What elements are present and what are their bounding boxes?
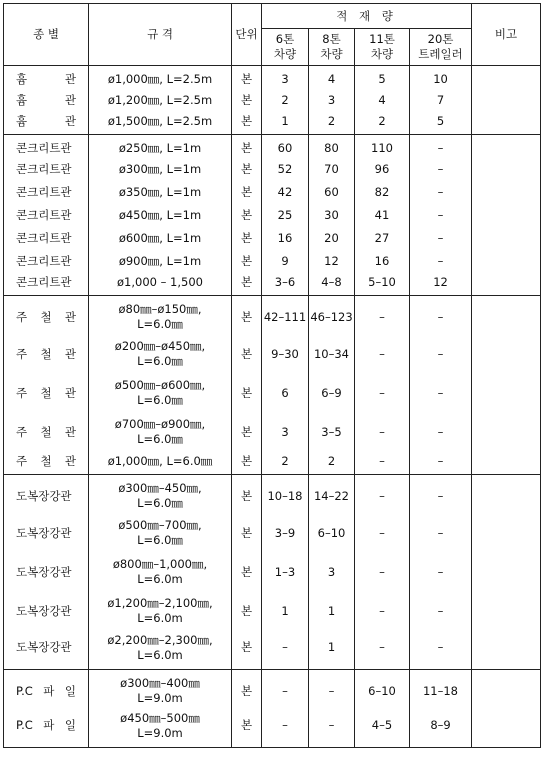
cell-qty-3: 82 [355,181,410,204]
cell-spec-line: ø80㎜–ø150㎜, [118,302,202,317]
cell-spec [89,89,232,112]
cell-note [472,413,541,452]
cell-qty-1: 2 [262,89,309,112]
table-body [4,66,541,748]
table-row [4,514,541,553]
cell-qty-4: – [410,204,472,227]
cell-qty-4: 12 [410,273,472,296]
cell-kind: 도복장강관 [4,553,89,592]
cell-spec [89,553,232,592]
cell-qty-1: 9 [262,250,309,273]
table-row [4,89,541,112]
cell-kind: 콘크리트관 [4,250,89,273]
cell-qty-1: 52 [262,158,309,181]
cell-qty-2: 4 [309,66,355,89]
cell-spec [89,670,232,709]
cell-spec [89,112,232,135]
cell-spec [89,204,232,227]
cell-spec-line: L=9.0m [137,725,183,740]
cell-note [472,204,541,227]
header-q1-line2: 차량 [273,47,297,61]
cell-qty-3: 110 [355,135,410,158]
header-q3-line1: 11톤 [369,32,395,46]
cell-qty-3: – [355,514,410,553]
cell-qty-4: – [410,296,472,335]
cell-spec-line: ø500㎜–700㎜, [118,518,202,532]
cell-qty-1: 1–3 [262,553,309,592]
cell-qty-3: – [355,475,410,514]
table-row [4,631,541,670]
cell-note [472,335,541,374]
cell-qty-4: 7 [410,89,472,112]
cell-qty-1: 1 [262,592,309,631]
cell-spec [89,273,232,296]
cell-note [472,135,541,158]
cell-unit: 본 [232,112,262,135]
cell-spec [89,374,232,413]
cell-note [472,112,541,135]
cell-spec [89,514,232,553]
cell-note [472,374,541,413]
cell-unit: 본 [232,475,262,514]
cell-kind: 도복장강관 [4,592,89,631]
cell-qty-3: – [355,631,410,670]
cell-spec-line: ø1,200㎜, L=2.5m [107,93,213,107]
cell-qty-2: 20 [309,227,355,250]
cell-qty-4: – [410,181,472,204]
cell-spec [89,181,232,204]
cell-qty-3: 5 [355,66,410,89]
cell-kind: 흄 관 [4,112,89,135]
cell-spec [89,296,232,335]
cell-note [472,475,541,514]
cell-kind: 콘크리트관 [4,181,89,204]
cell-unit: 본 [232,66,262,89]
cell-note [472,670,541,709]
cell-qty-4: – [410,475,472,514]
cell-unit: 본 [232,273,262,296]
cell-spec-line: L=6.0m [137,611,183,625]
cell-qty-3: 96 [355,158,410,181]
cell-qty-4: – [410,335,472,374]
cell-qty-1: 3–9 [262,514,309,553]
cell-note [472,273,541,296]
cell-qty-3: 27 [355,227,410,250]
cell-kind: 콘크리트관 [4,227,89,250]
cell-qty-4: – [410,135,472,158]
table-row [4,592,541,631]
cell-spec [89,631,232,670]
cell-unit: 본 [232,296,262,335]
cell-kind: P.C 파 일 [4,709,89,748]
table-row [4,112,541,135]
cell-spec [89,709,232,748]
cell-qty-4: – [410,158,472,181]
header-spec: 규 격 [89,4,232,66]
header-q2 [309,29,355,66]
header-unit: 단위 [232,4,262,66]
cell-spec-line: L=6.0㎜ [137,496,183,511]
table-row [4,335,541,374]
cell-kind: 주 철 관 [4,452,89,475]
cell-spec-line: ø450㎜, L=1m [118,208,202,222]
cell-qty-2: 14–22 [309,475,355,514]
cell-kind: 주 철 관 [4,335,89,374]
cell-spec-line: L=6.0m [137,647,183,662]
cell-qty-3: 2 [355,112,410,135]
cell-qty-2: 3 [309,553,355,592]
cell-qty-1: – [262,670,309,709]
cell-spec-line: ø700㎜–ø900㎜, [114,417,206,431]
cell-qty-4: 10 [410,66,472,89]
cell-qty-4: – [410,250,472,273]
cell-spec-line: ø600㎜, L=1m [118,231,202,245]
cell-kind: 도복장강관 [4,631,89,670]
cell-qty-2: 2 [309,452,355,475]
cell-qty-2: – [309,670,355,709]
cell-unit: 본 [232,227,262,250]
cell-qty-2: 30 [309,204,355,227]
cell-unit: 본 [232,452,262,475]
cell-qty-1: 9–30 [262,335,309,374]
cell-qty-3: – [355,374,410,413]
table-row [4,181,541,204]
cell-qty-4: – [410,413,472,452]
cell-spec-line: ø350㎜, L=1m [118,185,202,199]
table-row [4,66,541,89]
cell-qty-2: 6–9 [309,374,355,413]
cell-qty-3: 4 [355,89,410,112]
cell-spec [89,158,232,181]
table-row [4,204,541,227]
cell-note [472,66,541,89]
cell-unit: 본 [232,181,262,204]
cell-spec-line: ø800㎜–1,000㎜, [112,557,208,571]
cell-qty-4: – [410,452,472,475]
cell-kind: 주 철 관 [4,374,89,413]
cell-qty-2: 70 [309,158,355,181]
cell-spec [89,335,232,374]
header-q2-line2: 차량 [320,47,343,61]
cell-spec-line: ø500㎜–ø600㎜, [114,378,206,392]
cell-kind: 콘크리트관 [4,273,89,296]
cell-qty-3: 6–10 [355,670,410,709]
cell-kind: P.C 파 일 [4,670,89,709]
table-row [4,296,541,335]
table-row [4,413,541,452]
cell-kind: 도복장강관 [4,514,89,553]
cell-spec-line: L=6.0㎜ [137,354,183,368]
cell-unit: 본 [232,89,262,112]
cell-spec-line: ø300㎜, L=1m [118,162,202,176]
cell-spec-line: L=6.0㎜ [137,317,183,332]
cell-qty-3: 16 [355,250,410,273]
cell-unit: 본 [232,709,262,748]
cell-unit: 본 [232,250,262,273]
cell-qty-2: 60 [309,181,355,204]
cell-note [472,296,541,335]
cell-unit: 본 [232,413,262,452]
cell-qty-1: 42–111 [262,296,309,335]
header-load-capacity: 적 재 량 [262,4,472,29]
cell-qty-4: 11–18 [410,670,472,709]
cell-qty-3: 4–5 [355,709,410,748]
header-q4-line1: 20톤 [427,32,454,46]
table-row [4,135,541,158]
cell-qty-4: – [410,631,472,670]
cell-spec [89,413,232,452]
cell-unit: 본 [232,158,262,181]
cell-spec-line: ø300㎜–450㎜, [118,481,202,496]
cell-qty-4: – [410,227,472,250]
cell-qty-2: 2 [309,112,355,135]
cell-spec-line: ø1,000㎜, L=2.5m [107,72,213,87]
cell-spec [89,135,232,158]
cell-qty-4: – [410,553,472,592]
cell-qty-2: – [309,709,355,748]
cell-spec-line: L=6.0㎜ [137,432,183,446]
cell-note [472,553,541,592]
cell-unit: 본 [232,514,262,553]
cell-qty-1: 60 [262,135,309,158]
header-q3-line2: 차량 [370,47,394,61]
cell-qty-3: 41 [355,204,410,227]
cell-note [472,514,541,553]
cell-unit: 본 [232,670,262,709]
cell-kind: 콘크리트관 [4,158,89,181]
cell-spec-line: ø1,000 – 1,500 [117,274,203,289]
cell-kind: 주 철 관 [4,296,89,335]
cell-spec-line: L=6.0㎜ [137,393,183,407]
cell-kind: 도복장강관 [4,475,89,514]
cell-note [472,158,541,181]
cell-kind: 콘크리트관 [4,135,89,158]
cell-note [472,592,541,631]
pipe-load-capacity-table [3,3,541,748]
cell-spec-line: ø1,200㎜–2,100㎜, [107,596,213,610]
table-row [4,374,541,413]
cell-qty-1: 10–18 [262,475,309,514]
cell-spec-line: ø900㎜, L=1m [118,254,202,268]
cell-qty-1: 16 [262,227,309,250]
cell-spec [89,452,232,475]
cell-qty-3: – [355,335,410,374]
cell-spec-line: ø300㎜–400㎜ [120,676,200,691]
cell-spec-line: ø200㎜–ø450㎜, [114,339,206,353]
cell-qty-3: – [355,592,410,631]
cell-qty-4: 5 [410,112,472,135]
table-row [4,452,541,475]
cell-qty-2: 3 [309,89,355,112]
cell-qty-1: 6 [262,374,309,413]
cell-unit: 본 [232,335,262,374]
cell-spec-line: L=6.0m [137,572,183,586]
cell-note [472,227,541,250]
cell-note [472,452,541,475]
cell-qty-3: – [355,296,410,335]
cell-spec [89,250,232,273]
cell-spec-line: ø2,200㎜–2,300㎜, [107,632,213,647]
cell-unit: 본 [232,631,262,670]
table-row [4,475,541,514]
cell-qty-3: – [355,413,410,452]
header-q1-line1: 6톤 [275,32,295,46]
cell-qty-4: – [410,514,472,553]
cell-spec-line: ø1,500㎜, L=2.5m [107,113,213,128]
cell-spec-line: ø250㎜, L=1m [118,141,202,156]
cell-spec [89,592,232,631]
table-row [4,670,541,709]
cell-qty-2: 80 [309,135,355,158]
cell-qty-1: 2 [262,452,309,475]
cell-qty-1: 1 [262,112,309,135]
cell-unit: 본 [232,374,262,413]
cell-spec [89,66,232,89]
cell-spec [89,227,232,250]
cell-qty-2: 4–8 [309,273,355,296]
table-row [4,709,541,748]
cell-qty-1: 3 [262,413,309,452]
cell-note [472,631,541,670]
cell-kind: 흄 관 [4,89,89,112]
cell-spec [89,475,232,514]
cell-qty-1: 25 [262,204,309,227]
header-q3 [355,29,410,66]
cell-qty-2: 1 [309,631,355,670]
cell-spec-line: L=6.0㎜ [137,533,183,547]
header-kind: 종 별 [4,4,89,66]
cell-qty-1: 3–6 [262,273,309,296]
cell-spec-line: L=9.0m [137,691,183,706]
cell-qty-2: 46–123 [309,296,355,335]
cell-unit: 본 [232,135,262,158]
table-row [4,227,541,250]
cell-unit: 본 [232,592,262,631]
cell-qty-2: 1 [309,592,355,631]
cell-qty-3: 5–10 [355,273,410,296]
cell-qty-2: 6–10 [309,514,355,553]
cell-note [472,181,541,204]
cell-kind: 주 철 관 [4,413,89,452]
cell-kind: 콘크리트관 [4,204,89,227]
cell-qty-1: – [262,631,309,670]
header-q2-line1: 8톤 [322,32,341,46]
cell-note [472,250,541,273]
header-q4 [410,29,472,66]
cell-qty-2: 12 [309,250,355,273]
header-q1 [262,29,309,66]
cell-qty-2: 3–5 [309,413,355,452]
cell-spec-line: ø450㎜–500㎜ [120,710,200,725]
cell-qty-4: – [410,592,472,631]
cell-spec-line: ø1,000㎜, L=6.0㎜ [107,453,213,468]
cell-unit: 본 [232,553,262,592]
table-row [4,273,541,296]
header-q4-line2: 트레일러 [418,47,463,61]
cell-qty-1: 42 [262,181,309,204]
cell-note [472,89,541,112]
cell-qty-1: 3 [262,66,309,89]
cell-qty-1: – [262,709,309,748]
cell-unit: 본 [232,204,262,227]
cell-qty-3: – [355,553,410,592]
header-note: 비고 [472,4,541,66]
table-row [4,250,541,273]
table-row [4,553,541,592]
cell-qty-3: – [355,452,410,475]
cell-qty-2: 10–34 [309,335,355,374]
table-row [4,158,541,181]
cell-qty-4: – [410,374,472,413]
cell-kind: 흄 관 [4,66,89,89]
cell-note [472,709,541,748]
cell-qty-4: 8–9 [410,709,472,748]
